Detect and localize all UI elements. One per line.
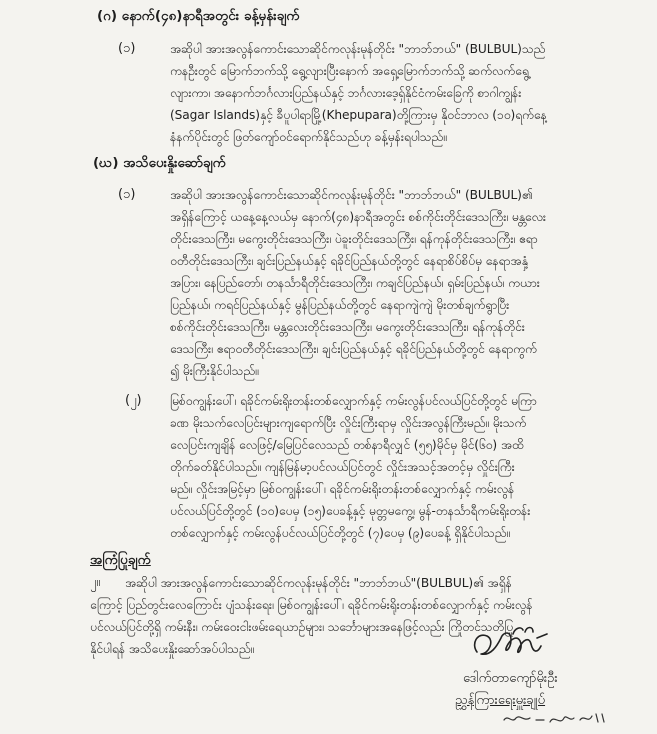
section-d-para1-line: ဝတီတိုင်းဒေသကြီး၊ ချင်းပြည်နယ်နှင့် ရခိုင်ပြည်နယ်တို့တွင် နေရာစိပ်စိပ်မှ နေရာအနှံ့	[170, 254, 528, 268]
section-c-para1-line: (Sagar Islands)နှင့် ခီပူပါရာမြို့(Khepupara)တို့ကြားမှ နိုဝင်ဘာလ (၁၀)ရက်နေ့	[170, 108, 547, 122]
section-d-para2-line: မြစ်ဝကျွန်းပေါ်၊ ရခိုင်ကမ်းရိုးတန်းတစ်လျှောက်နှင့် ကမ်းလွန်ပင်လယ်ပြင်တို့တွင် မကြာ	[170, 394, 537, 408]
signatory-name: ဒေါက်တာကျော်မိုးဦး	[463, 671, 558, 686]
section-d-para2-line: တိုက်ခတ်နိုင်ပါသည်။ ကျန်မြန်မာ့ပင်လယ်ပြင်တွင် လှိုင်းအသင့်အတင့်မှ လှိုင်းကြီး	[170, 460, 515, 474]
section-d-para1-line: ဒေသကြီး၊ ဧရာဝတီတိုင်းဒေသကြီး၊ ချင်းပြည်နယ်နှင့် ရခိုင်ပြည်နယ်တို့တွင် နေရာကွက်	[170, 342, 537, 356]
section-d-para2-line: တစ်လျှောက်နှင့် ကမ်းလွန်ပင်လယ်ပြင်တို့တွင် (၇)ပေမှ (၉)ပေခန့် ရှိနိုင်ပါသည်။	[170, 526, 510, 540]
section-d-para2-line: မည်။ လှိုင်းအမြင့်မှာ မြစ်ဝကျွန်းပေါ်၊ ရခိုင်ကမ်းရိုးတန်းတစ်လျှောက်နှင့် ကမ်းလွန်	[170, 482, 515, 496]
section-d-para2-line: လေပြင်းကျချိန် လေဖြင့်/မြေပြင်လေသည် တစ်နာရီလျှင် (၅၅)မိုင်မှ မိုင်(၆၀) အထိ	[170, 438, 524, 452]
section-c-para1-number: (၁)	[118, 41, 136, 56]
section-c-para1-line: ကနဦးတွင် မြောက်ဘက်သို့ ရွေ့လျားပြီးနောက် အရှေ့မြောက်ဘက်သို့ ဆက်လက်ရွေ့	[170, 64, 529, 78]
section-c-heading: (ဂ) နောက်(၄၈)နာရီအတွင်း ခန့်မှန်းချက်	[97, 8, 300, 24]
warning-line: ကြောင့် ပြည်တွင်းလေကြောင်း ပျံသန်းရေး၊ မြစ်ဝကျွန်းပေါ်၊ ရခိုင်ကမ်းရိုးတန်းတစ်လျှောက်နှင့် ကမ်းလွန်	[90, 598, 533, 612]
handwritten-initials	[500, 708, 610, 730]
warning-heading: အကြံပြုချက်	[90, 552, 151, 568]
warning-line: ပင်လယ်ပြင်တို့ရှိ ကမ်းနီး၊ ကမ်းဝေးငါးဖမ်းရေယာဉ်များ၊ သင်္ဘောများအနေဖြင့်လည်း ကြိုတင်သတိပြု	[90, 620, 513, 634]
section-d-para1-number: (၁)	[118, 187, 136, 202]
section-d-para1-line: အရှိန်ကြောင့် ယနေ့နေ့လယ်မှ နောက်(၄၈)နာရီအတွင်း စစ်ကိုင်းတိုင်းဒေသကြီး၊ မန္တလေး	[170, 210, 546, 224]
handwritten-signature	[467, 624, 557, 666]
warning-number: ၂။	[90, 575, 101, 590]
section-c-para1-line: အဆိုပါ အားအလွန်ကောင်းသောဆိုင်ကလုန်းမုန်တိုင်း "ဘာဘ်ဘယ်" (BULBUL)သည်	[170, 42, 546, 56]
section-d-para1-line: စစ်ကိုင်းတိုင်းဒေသကြီး၊ မန္တလေးတိုင်းဒေသကြီး၊ မကွေးတိုင်းဒေသကြီး၊ ရန်ကုန်တိုင်း	[170, 320, 525, 334]
section-d-para1-line: အပြား၊ နေပြည်တော်၊ တနင်္သာရီတိုင်းဒေသကြီး၊ ကချင်ပြည်နယ်၊ ရှမ်းပြည်နယ်၊ ကယား	[170, 276, 540, 290]
section-d-para1-line: အဆိုပါ အားအလွန်ကောင်းသောဆိုင်ကလုန်းမုန်တိုင်း "ဘာဘ်ဘယ်" (BULBUL)၏	[170, 188, 533, 202]
warning-line: နိုင်ပါရန် အသိပေးနှိုးဆော်အပ်ပါသည်။	[90, 642, 255, 656]
section-d-para1-line: ၍ မိုးကြီးနိုင်ပါသည်။	[170, 364, 259, 378]
section-d-para2-number: (၂)	[125, 393, 142, 408]
section-c-para1-line: နံနက်ပိုင်းတွင် ဖြတ်ကျော်ဝင်ရောက်နိုင်သည်ဟု ခန့်မှန်းရပါသည်။	[170, 130, 447, 144]
section-d-para2-line: ပင်လယ်ပြင်တို့တွင် (၁၀)ပေမှ (၁၅)ပေခန့်နှင့် မုတ္တမကွေ့၊ မွန်-တနင်္သာရီကမ်းရိုးတန်း	[170, 504, 531, 518]
section-d-para2-line: ခဏ မိုးသက်လေပြင်းများကျရောက်ပြီး လှိုင်းကြီးရာမှ လှိုင်းအလွန်ကြီးမည်။ မိုးသက်	[170, 416, 527, 430]
section-d-para1-line: ပြည်နယ်၊ ကရင်ပြည်နယ်နှင့် မွန်ပြည်နယ်တို့တွင် နေရာကျဲကျဲ မိုးတစ်ချက်ရွာပြီး	[170, 298, 510, 312]
section-d-heading: (ဃ) အသိပေးနှိုးဆော်ချက်	[93, 155, 226, 171]
warning-line: အဆိုပါ အားအလွန်ကောင်းသောဆိုင်ကလုန်းမုန်တိုင်း "ဘာဘ်ဘယ်"(BULBUL)၏ အရှိန်	[125, 576, 512, 590]
signatory-title: ညွှန်ကြားရေးမှူးချုပ်	[455, 693, 546, 708]
section-d-para1-line: တိုင်းဒေသကြီး၊ မကွေးတိုင်းဒေသကြီး၊ ပဲခူးတိုင်းဒေသကြီး၊ ရန်ကုန်တိုင်းဒေသကြီး၊ ဧရာ	[170, 232, 538, 246]
section-c-para1-line: လျားကာ၊ အနောက်ဘင်္ဂလားပြည်နယ်နှင့် ဘင်္ဂလားဒေ့ရှ်နိုင်ငံကမ်းခြေကို စာဂါကျွန်း	[170, 86, 522, 100]
